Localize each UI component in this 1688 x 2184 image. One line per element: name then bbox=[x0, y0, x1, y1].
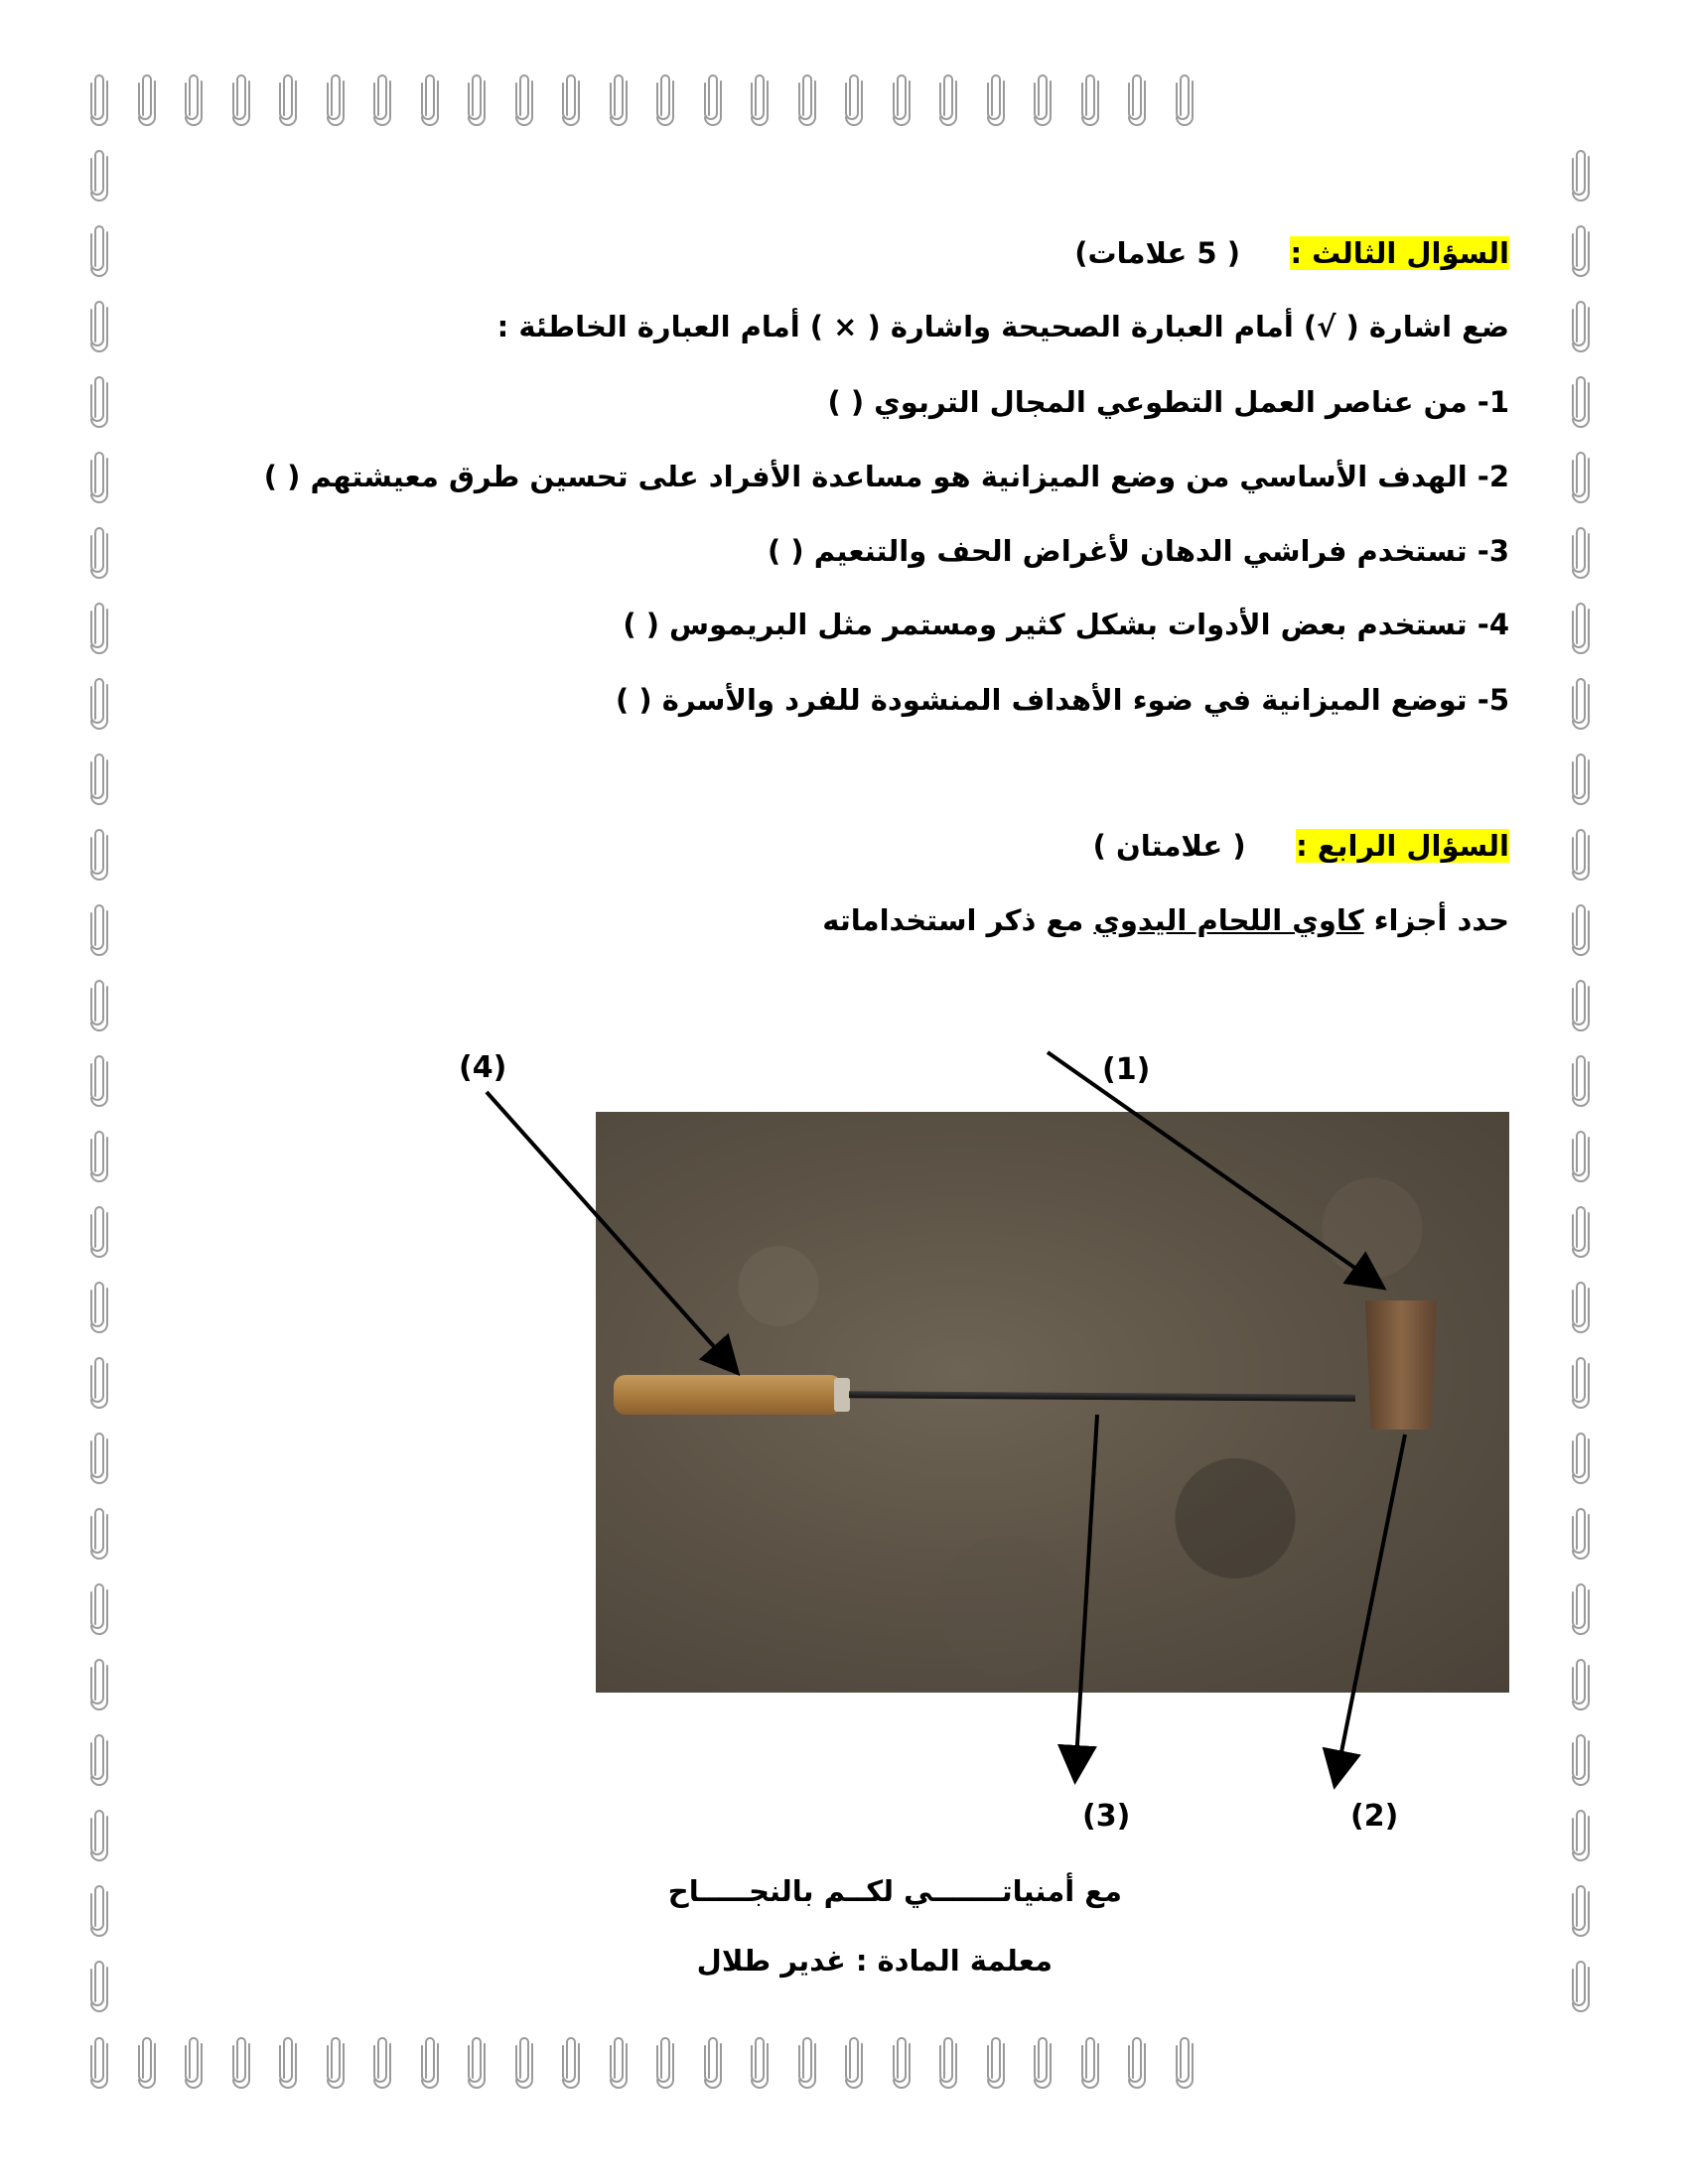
arrow-1 bbox=[1048, 1052, 1380, 1286]
arrow-4 bbox=[487, 1092, 735, 1370]
question-3-item-5: 5- توضع الميزانية في ضوء الأهداف المنشودة للفرد والأسرة ( ) bbox=[616, 683, 1509, 717]
instruction-after: مع ذكر استخداماته bbox=[822, 903, 1094, 937]
question-3-item-2: 2- الهدف الأساسي من وضع الميزانية هو مساعدة الأفراد على تحسين طرق معيشتهم ( ) bbox=[263, 460, 1509, 493]
question-3-item-4: 4- تستخدم بعض الأدوات بشكل كثير ومستمر مثل البريموس ( ) bbox=[623, 608, 1509, 641]
label-4: (4) bbox=[459, 1050, 507, 1085]
question-3-marks: ( 5 علامات) bbox=[1074, 236, 1240, 270]
label-3: (3) bbox=[1082, 1799, 1131, 1834]
instruction-before: حدد أجزاء bbox=[1363, 903, 1509, 937]
label-1: (1) bbox=[1102, 1052, 1151, 1087]
arrow-2 bbox=[1336, 1434, 1405, 1782]
instruction-underlined: كاوي اللحام اليدوي bbox=[1093, 903, 1364, 937]
label-2: (2) bbox=[1350, 1799, 1399, 1834]
question-3-item-1: 1- من عناصر العمل التطوعي المجال التربوي ( ) bbox=[827, 385, 1509, 419]
question-3-title: السؤال الثالث : bbox=[1290, 236, 1509, 270]
footer-wishes: مع أمنياتـــــــي لكــم بالنجـــــاح bbox=[667, 1874, 1122, 1908]
question-4-marks: ( علامتان ) bbox=[1092, 829, 1246, 863]
question-3-item-3: 3- تستخدم فراشي الدهان لأغراض الحف والتنعيم ( ) bbox=[768, 534, 1509, 568]
arrow-3 bbox=[1075, 1415, 1097, 1777]
question-4-title: السؤال الرابع : bbox=[1296, 829, 1509, 863]
footer-teacher: معلمة المادة : غدير طلال bbox=[696, 1944, 1053, 1978]
question-3-instruction: ضع اشارة ( √) أمام العبارة الصحيحة واشارة ( × ) أمام العبارة الخاطئة : bbox=[496, 310, 1509, 343]
